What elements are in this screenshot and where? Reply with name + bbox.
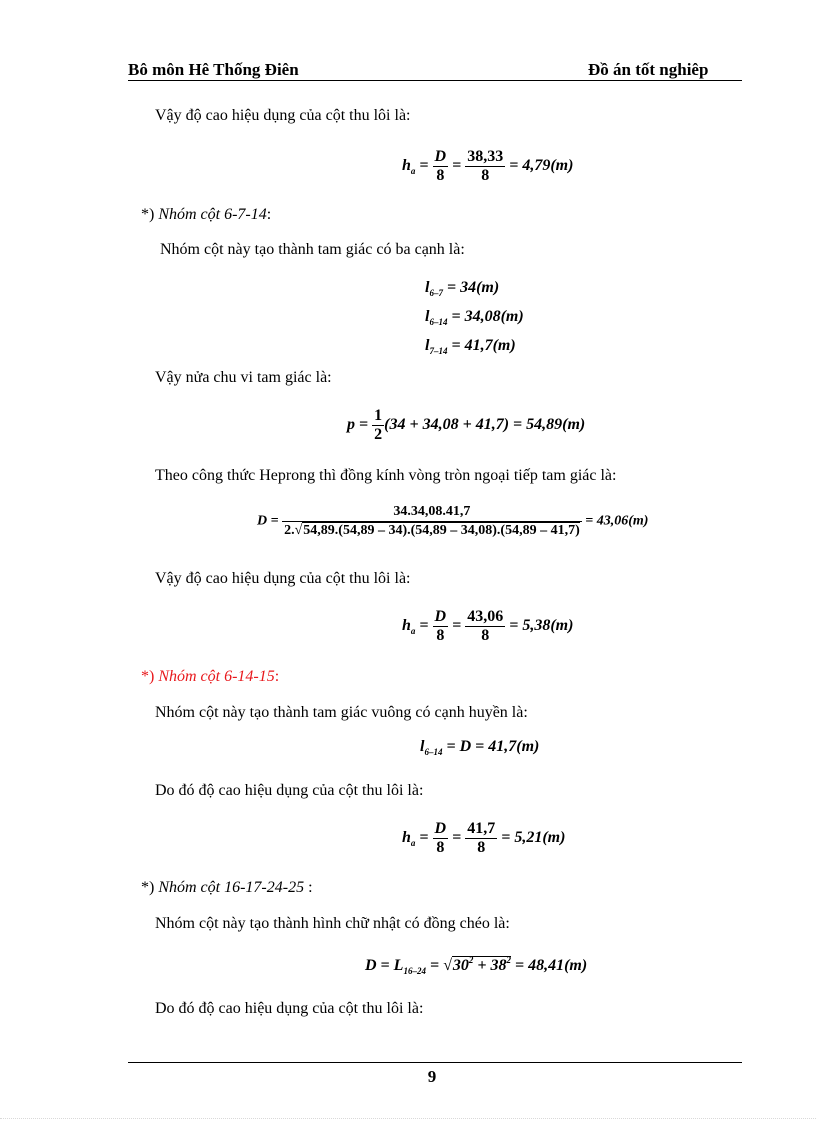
- header-department: Bô môn Hê Thống Điên: [128, 60, 299, 79]
- formula-diagonal: $D = L_{16-24} = √30^2 + 38^2 = 48,41(m)$: [365, 955, 588, 976]
- section-heading-6-14-15: *) Nhóm cột 6-14-15:: [141, 668, 280, 685]
- paragraph-effective-height-4: Do đó độ cao hiệu dụng của cột thu lôi là:: [155, 1000, 424, 1017]
- formula-semi-perimeter: p = $\frac{1}{2}$ (34 + 34,08 + 41,7) = 54,89(m): [347, 407, 586, 443]
- paragraph-right-triangle: Nhóm cột này tạo thành tam giác vuông có cạnh huyền là:: [155, 704, 528, 721]
- footer-divider: [128, 1062, 742, 1063]
- side-7-14: $l_{7-14} = 41,7(m)$: [425, 337, 516, 356]
- paragraph-semi-perimeter: Vậy nửa chu vi tam giác là:: [155, 369, 332, 386]
- header-doc-title: Đồ án tốt nghiêp: [588, 60, 709, 79]
- paragraph-triangle-sides: Nhóm cột này tạo thành tam giác có ba cạnh là:: [160, 241, 465, 258]
- side-6-7: $l_{6-7} = 34(m)$: [425, 279, 500, 298]
- page-number: 9: [427, 1067, 437, 1086]
- side-6-14: $l_{6-14} = 34,08(m)$: [425, 308, 524, 327]
- formula-effective-height-3: $h_a$ = $\frac{D}{8}$ = $\frac{41,7}{8}$ = 5,21(m): [402, 820, 566, 856]
- formula-triangle-sides: [425, 276, 524, 363]
- header-divider: [128, 80, 742, 81]
- formula-effective-height-1: $h_a$ = $\frac{D}{8}$ = $\frac{38,33}{8}$ = 4,79(m): [402, 148, 574, 184]
- paragraph-rectangle-diagonal: Nhóm cột này tạo thành hình chữ nhật có đồng chéo là:: [155, 915, 510, 932]
- section-heading-6-7-14: *) Nhóm cột 6-7-14:: [141, 206, 272, 223]
- section-heading-16-17-24-25: *) Nhóm cột 16-17-24-25 :: [141, 879, 313, 896]
- formula-effective-height-2: $h_a$ = $\frac{D}{8}$ = $\frac{43,06}{8}$ = 5,38(m): [402, 608, 574, 644]
- paragraph-effective-height-1: Vậy độ cao hiệu dụng của cột thu lôi là:: [155, 107, 411, 124]
- formula-hypotenuse: $l_{6-14} = D = 41,7(m)$: [420, 738, 540, 757]
- paragraph-effective-height-2: Vậy độ cao hiệu dụng của cột thu lôi là:: [155, 570, 411, 587]
- formula-circumcircle-diameter: D = $\frac{34.34,08.41,7}{2.√54,89.(54,89 - 34).(54,89 - 34,08).(54,89 - 41,7)}$ = 43,06(m): [257, 504, 649, 538]
- page-edge-dotted-line: [0, 1118, 816, 1119]
- paragraph-heron-diameter: Theo công thức Heprong thì đồng kính vòng tròn ngoại tiếp tam giác là:: [155, 467, 617, 484]
- paragraph-effective-height-3: Do đó độ cao hiệu dụng của cột thu lôi là:: [155, 782, 424, 799]
